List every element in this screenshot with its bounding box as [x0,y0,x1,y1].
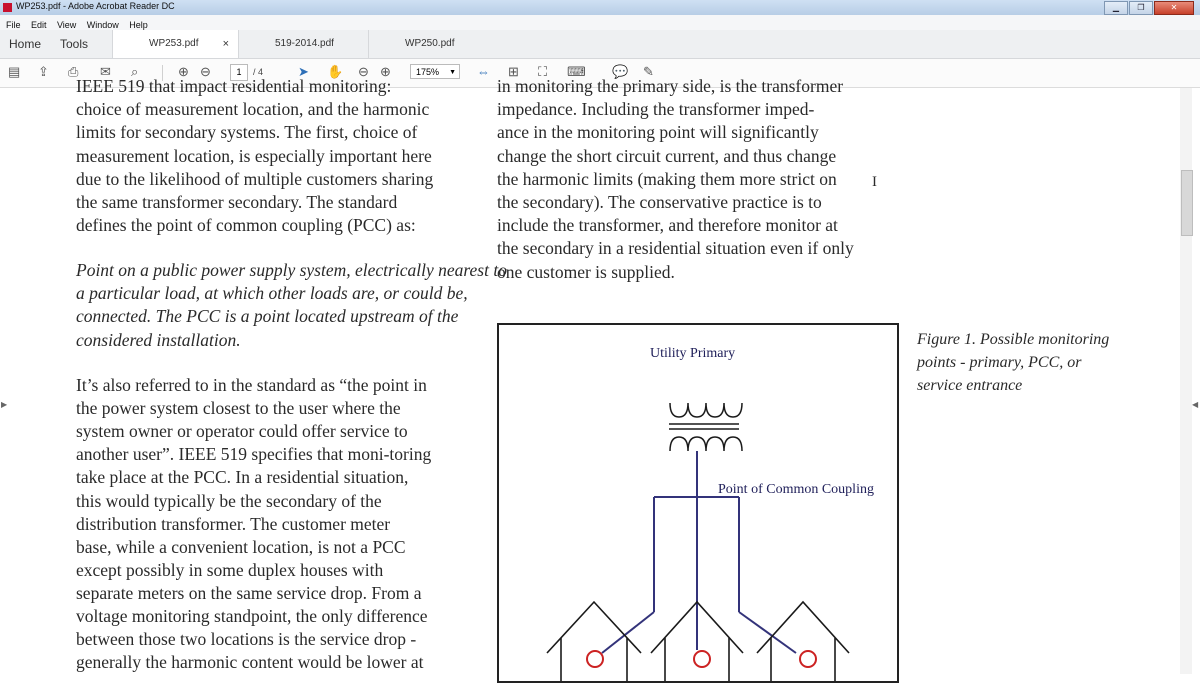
text-line: take place at the PCC. In a residential situation, [76,467,409,488]
secondary-coil [670,437,742,451]
text-line: base, while a convenient location, is not a PCC [76,536,406,557]
window-title: WP253.pdf - Adobe Acrobat Reader DC [16,1,175,11]
text-line: in monitoring the primary side, is the transformer [497,76,844,96]
menu-help[interactable]: Help [129,20,148,30]
select-tool-icon[interactable]: ➤ [298,64,309,79]
text-line: It’s also referred to in the standard as “the point in [76,375,427,395]
keyboard-icon[interactable]: ⌨ [567,64,586,79]
text-line: Point on a public power supply system, electrically nearest to [76,260,507,280]
text-line: distribution transformer. The customer meter [76,513,391,534]
print-icon[interactable]: ⎙ [68,64,79,79]
rotate-view-icon[interactable]: ⊞ [508,64,519,79]
text-line: a particular load, at which other loads are, or could be, [76,283,468,304]
menu-window[interactable]: Window [86,20,119,30]
text-line: system owner or operator could offer service to [76,421,408,442]
menu-edit[interactable]: Edit [30,20,47,30]
highlight-pen-icon[interactable]: ✎ [643,64,654,79]
pcc-label: Point of Common Coupling [718,482,874,497]
upload-icon[interactable]: ⇪ [38,64,49,79]
text-line: defines the point of common coupling (PCC) as: [76,215,416,236]
search-icon[interactable]: ⌕ [131,64,139,79]
tab-519-2014[interactable] [238,30,365,58]
right-panel-arrow-icon[interactable]: ◀ [1192,400,1199,409]
previous-page-icon[interactable]: ⊕ [178,64,189,79]
document-view[interactable] [0,76,1200,674]
nav-home[interactable]: Home [9,37,42,51]
text-line: separate meters on the same service drop. From a [76,582,422,603]
text-line: limits for secondary systems. The first, choice of [76,122,418,143]
page-number-input[interactable]: 1 [230,64,248,81]
text-line: except possibly in some duplex houses with [76,559,384,580]
tab-close-icon[interactable]: × [222,38,229,50]
pcc-diagram [499,325,897,681]
text-line: connected. The PCC is a point located upstream of the [76,306,459,327]
text-line: the same transformer secondary. The standard [76,192,398,212]
text-line: the secondary). The conservative practice is to [497,192,822,212]
nav-tools[interactable]: Tools [60,37,89,51]
text-line: considered installation. [76,329,241,350]
text-line: impedance. Including the transformer imped- [497,99,815,120]
text-line: the power system closest to the user where the [76,398,401,419]
title-bar [0,0,1200,16]
zoom-in-icon[interactable]: ⊕ [380,64,391,79]
zoom-select[interactable] [410,64,460,79]
window-controls [1104,1,1194,15]
tab-label: WP250.pdf [405,38,455,49]
text-line: choice of measurement location, and the harmonic [76,99,430,120]
utility-primary-label: Utility Primary [650,346,736,361]
left-panel-arrow-icon[interactable]: ▶ [1,400,8,409]
acrobat-app-icon [3,3,12,12]
text-line: IEEE 519 that impact residential monitoring: [76,76,392,96]
text-line: one customer is supplied. [497,261,675,282]
figure-caption-line: Figure 1. Possible monitoring [917,331,1110,348]
text-line: this would typically be the secondary of the [76,490,382,511]
full-screen-icon[interactable]: ⛶ [538,64,548,79]
zoom-out-icon[interactable]: ⊖ [358,64,369,79]
email-icon[interactable]: ✉ [100,64,111,79]
comment-icon[interactable]: 💬 [612,64,629,79]
tab-label: 519-2014.pdf [275,38,334,49]
tab-wp253[interactable] [112,30,239,58]
text-line: between those two locations is the service drop - [76,629,417,650]
zoom-value: 175% [416,67,440,77]
figure-caption-line: service entrance [917,377,1023,394]
chevron-down-icon: ▼ [449,69,456,76]
text-line: the harmonic limits (making them more strict on [497,168,837,189]
text-line: generally the harmonic content would be lower at [76,652,424,673]
figure-caption-line: points - primary, PCC, or [917,354,1082,371]
tab-bar [0,30,1200,59]
menu-file[interactable]: File [6,20,21,30]
hand-tool-icon[interactable]: ✋ [327,64,344,79]
page-total: / 4 [253,67,264,77]
text-line: another user”. IEEE 519 specifies that moni-toring [76,444,432,465]
meter-left [587,651,603,667]
meter-right [800,651,816,667]
text-line: include the transformer, and therefore monitor at [497,215,838,236]
text-cursor-icon: I [872,174,877,190]
scrollbar-thumb[interactable] [1181,170,1193,236]
save-icon[interactable]: ▤ [8,64,21,79]
next-page-icon[interactable]: ⊖ [200,64,211,79]
maximize-button[interactable]: ❐ [1129,1,1153,15]
tab-label: WP253.pdf [149,38,199,49]
text-line: measurement location, is especially important here [76,145,432,166]
menu-view[interactable]: View [56,20,77,30]
text-line: voltage monitoring standpoint, the only difference [76,606,428,626]
text-line: change the short circuit current, and thus change [497,145,837,166]
text-line: ance in the monitoring point will significantly [497,122,819,143]
minimize-button[interactable]: ▁ [1104,1,1128,15]
fit-page-icon[interactable]: ⇔ [477,64,490,79]
primary-coil [670,403,742,417]
menu-bar [0,15,1200,30]
text-line: due to the likelihood of multiple customers sharing [76,168,434,189]
meter-center [694,651,710,667]
figure-1-diagram [497,323,899,683]
text-line: the secondary in a residential situation even if only [497,238,854,259]
tab-wp250[interactable] [368,30,495,58]
close-window-button[interactable]: ✕ [1154,1,1194,15]
